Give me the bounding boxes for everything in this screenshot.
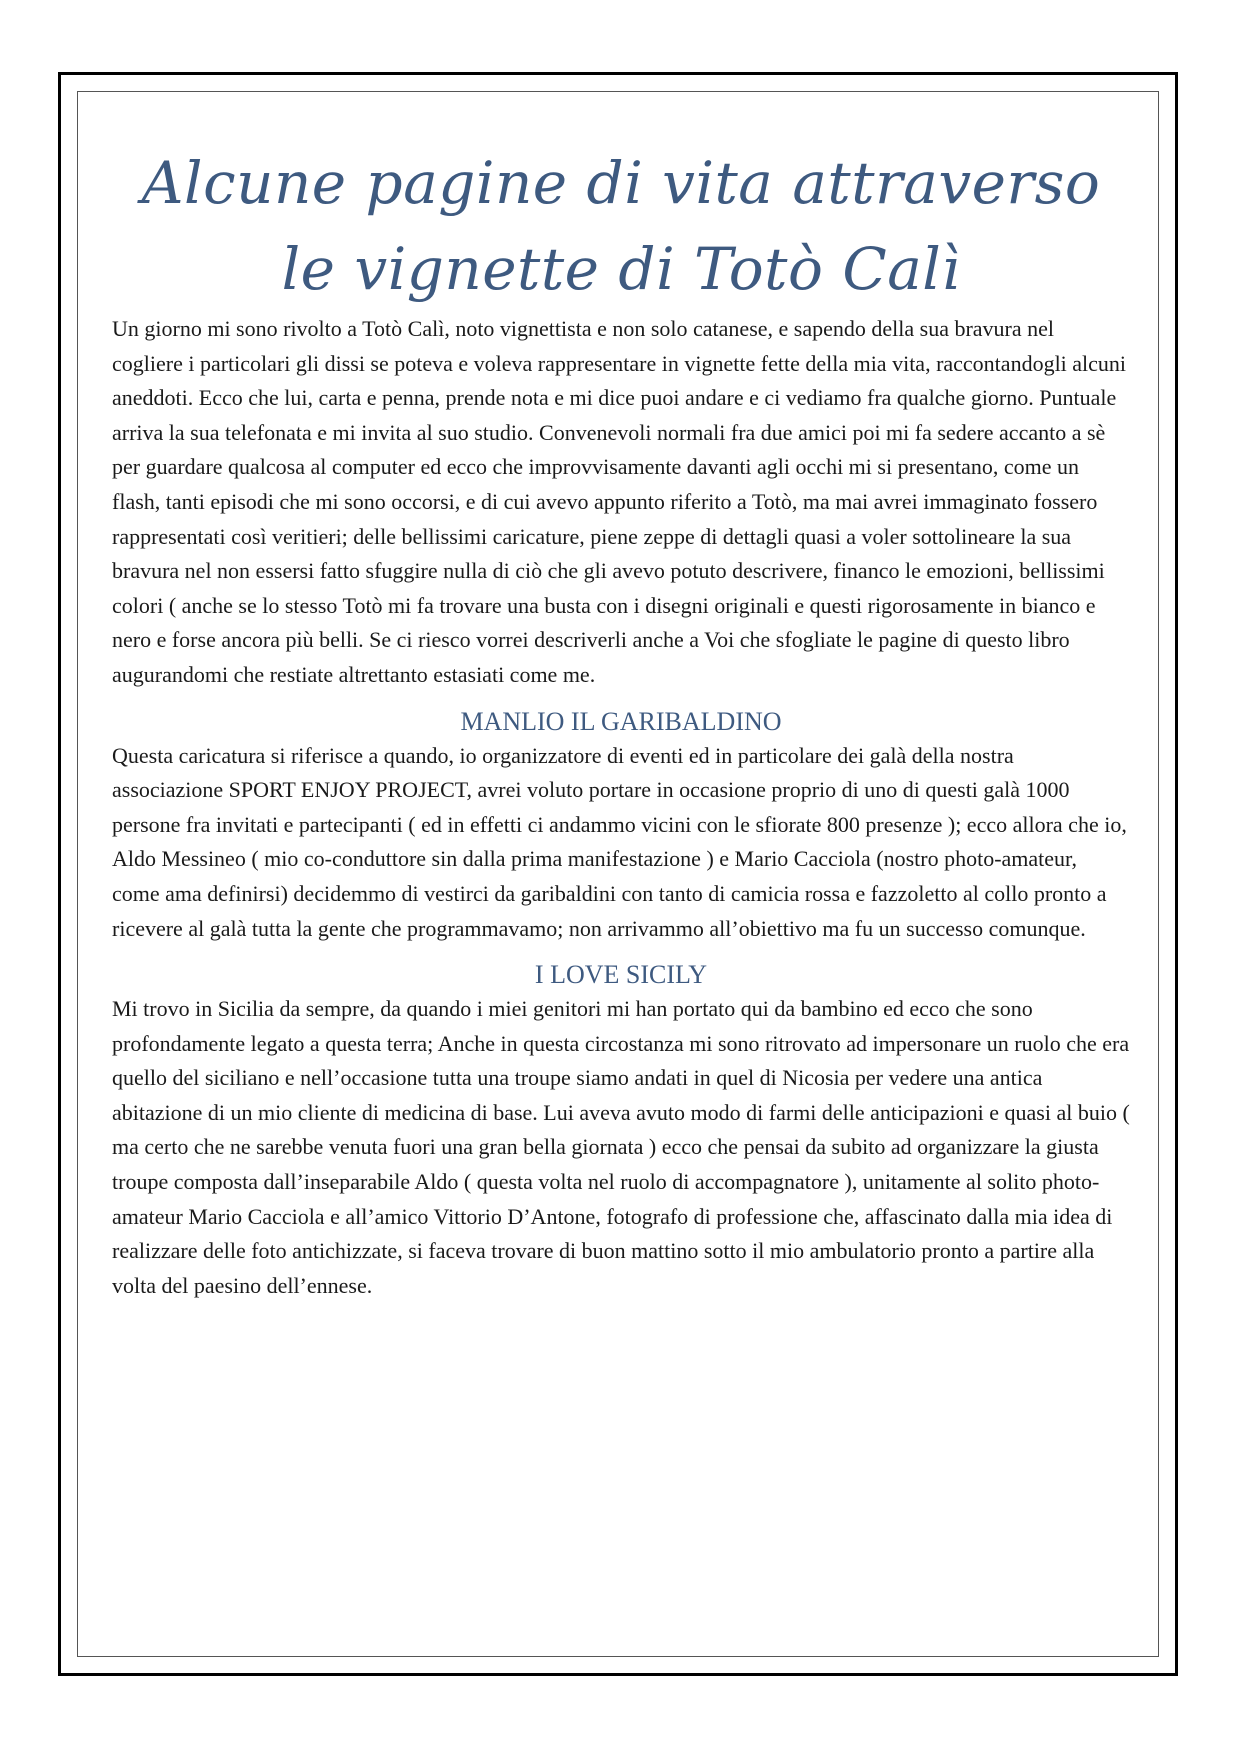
section-body-sicily: Mi trovo in Sicilia da sempre, da quando i miei genitori mi han portato qui da bambino ed ecco che sono profondamente legato a questa terra; Anche in questa circostanza mi sono ritrovato ad impersonare un ruolo che era quello del siciliano e nell’occasione tutta una troupe siamo andati in quel di Nicosia per vedere una antica abitazione di un mio cliente di medicina di base. Lui aveva avuto modo di farmi delle anticipazioni e quasi al buio ( ma certo che ne sarebbe venuta fuori una gran bella giornata ) ecco che pensai da subito ad organizzare la giusta troupe composta dall’inseparabile Aldo ( questa volta nel ruolo di accompagnatore ), unitamente al solito photo-amateur Mario Cacciola e all’amico Vittorio D’Antone, fotografo di professione che, affascinato dalla mia idea di realizzare delle foto antichizzate, si faceva trovare di buon mattino sotto il mio ambulatorio pronto a partire alla volta del paesino dell’ennese. (112, 996, 1130, 1298)
section-heading-sicily: I LOVE SICILY (534, 960, 708, 990)
section-body-manlio: Questa caricatura si riferisce a quando, io organizzatore di eventi ed in particolare dei galà della nostra associazione SPORT ENJOY PROJECT, avrei voluto portare in occasione proprio di uno di questi galà 1000 persone fra invitati e partecipanti ( ed in effetti ci andammo vicini con le sfiorate 800 presenze ); ecco allora che io, Aldo Messineo ( mio co-conduttore sin dalla prima manifestazione ) e Mario Cacciola (nostro photo-amateur, come ama definirsi) decidemmo di vestirci da garibaldini con tanto di camicia rossa e fazzoletto al collo pronto a ricevere al galà tutta la gente che programmavamo; non arrivammo all’obiettivo ma fu un successo comunque. (112, 742, 1127, 941)
section-heading-manlio: MANLIO IL GARIBALDINO (460, 706, 782, 736)
intro-paragraph: Un giorno mi sono rivolto a Totò Calì, noto vignettista e non solo catanese, e sapendo della sua bravura nel cogliere i particolari gli dissi se poteva e voleva rappresentare in vignette fette della mia vita, raccontandogli alcuni aneddoti. Ecco che lui, carta e penna, prende nota e mi dice puoi andare e ci vediamo fra qualche giorno. Puntuale arriva la sua telefonata e mi invita al suo studio. Convenevoli normali fra due amici poi mi fa sedere accanto a sè per guardare qualcosa al computer ed ecco che improvvisamente davanti agli occhi mi si presentano, come un flash, tanti episodi che mi sono occorsi, e di cui avevo appunto riferito a Totò, ma mai avrei immaginato fossero rappresentati così veritieri; delle bellissimi caricature, piene zeppe di dettagli quasi a voler sottolineare la sua bravura nel non essersi fatto sfuggire nulla di ciò che gli avevo potuto descrivere, financo le emozioni, bellissimi colori ( anche se lo stesso Totò mi fa trovare una busta con i disegni originali e questi rigorosamente in bianco e nero e forse ancora più belli. Se ci riesco vorrei descriverli anche a Voi che sfogliate le pagine di questo libro augurandomi che restiate altrettanto estasiati come me. (112, 316, 1127, 687)
page-title: Alcune pagine di vita attraverso le vignette di Totò Calì (141, 149, 1101, 303)
document-content (112, 140, 1130, 1303)
